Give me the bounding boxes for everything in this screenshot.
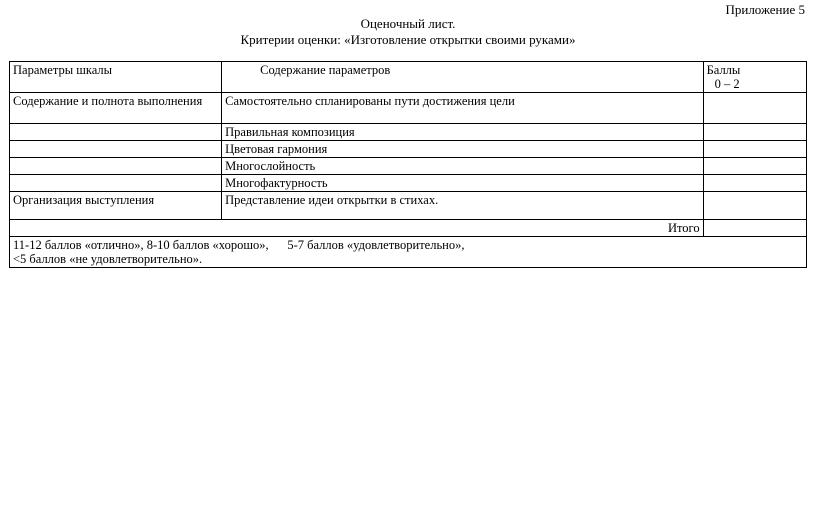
param-cell: Организация выступления <box>10 192 222 220</box>
param-cell <box>10 141 222 158</box>
table-row <box>10 175 807 192</box>
score-cell <box>703 141 806 158</box>
grading-scale <box>10 237 807 268</box>
title-line-1: Оценочный лист. <box>360 16 456 31</box>
footer-row <box>10 237 807 268</box>
total-label: Итого <box>10 220 704 237</box>
header-param: Параметры шкалы <box>10 62 222 93</box>
title-line-2: Критерии оценки: «Изготовление открытки своими руками» <box>240 32 576 47</box>
score-cell <box>703 158 806 175</box>
param-cell: Содержание и полнота выполнения <box>10 93 222 124</box>
total-score <box>703 220 806 237</box>
param-cell <box>10 158 222 175</box>
score-cell <box>703 124 806 141</box>
content-cell: Многофактурность <box>222 175 703 192</box>
total-row <box>10 220 807 237</box>
content-cell: Цветовая гармония <box>222 141 703 158</box>
score-cell <box>703 192 806 220</box>
table-header-row <box>10 62 807 93</box>
content-cell: Многослойность <box>222 158 703 175</box>
table-row <box>10 192 807 220</box>
header-content: Содержание параметров <box>222 62 703 93</box>
content-cell: Представление идеи открытки в стихах. <box>222 192 703 220</box>
grading-scale-line-2: <5 баллов «не удовлетворительно». <box>13 252 203 266</box>
score-cell <box>703 175 806 192</box>
content-cell: Самостоятельно спланированы пути достижения цели <box>222 93 703 124</box>
appendix-label: Приложение 5 <box>725 2 805 17</box>
param-cell <box>10 124 222 141</box>
content-cell: Правильная композиция <box>222 124 703 141</box>
grading-scale-line-1: 11-12 баллов «отлично», 8-10 баллов «хорошо», 5-7 баллов «удовлетворительно», <box>13 238 465 252</box>
table-row <box>10 93 807 124</box>
param-cell <box>10 175 222 192</box>
header-score-label: Баллы <box>706 63 741 77</box>
table-row <box>10 158 807 175</box>
evaluation-table <box>9 61 807 268</box>
table-row <box>10 141 807 158</box>
table-row <box>10 124 807 141</box>
header-score-range: 0 – 2 <box>714 77 740 91</box>
header-score <box>703 62 806 93</box>
page-title <box>0 16 816 48</box>
score-cell <box>703 93 806 124</box>
